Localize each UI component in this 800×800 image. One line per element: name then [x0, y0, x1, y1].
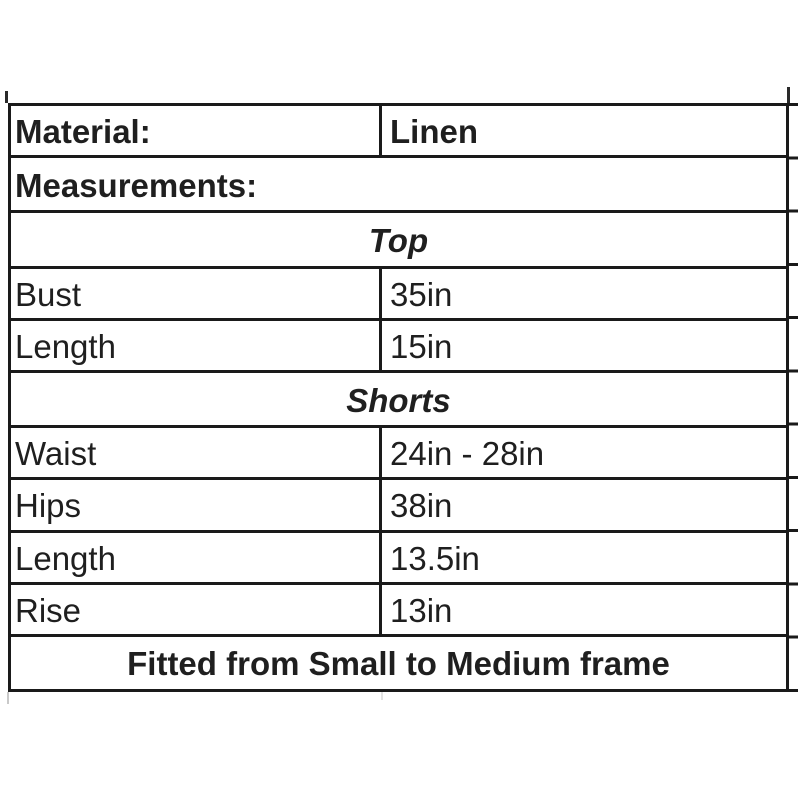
- row-shorts-section-header: [11, 373, 786, 428]
- gridline-tick-bottom-center: [381, 692, 383, 700]
- gridline-tick-bottom-left: [7, 692, 9, 704]
- row-waist: [11, 428, 786, 480]
- shorts-section-header-label: Shorts: [346, 381, 451, 419]
- shorts-length-label: Length: [11, 533, 382, 582]
- waist-label: Waist: [11, 428, 382, 477]
- bust-label: Bust: [11, 269, 382, 318]
- gridline-tick-top-right: [787, 87, 790, 103]
- row-material: [11, 106, 786, 158]
- row-top-section-header: [11, 213, 786, 268]
- top-length-value: 15in: [390, 327, 453, 365]
- measurements-header-label: Measurements:: [15, 166, 258, 204]
- row-measurements-header: [11, 158, 786, 213]
- rise-value: 13in: [390, 591, 453, 629]
- fit-note-label: Fitted from Small to Medium frame: [127, 645, 670, 683]
- row-hips: [11, 480, 786, 532]
- rise-label: Rise: [11, 585, 382, 634]
- bust-value: 35in: [390, 275, 453, 313]
- size-chart-table: [8, 103, 789, 692]
- top-section-header-label: Top: [368, 221, 429, 259]
- row-shorts-length: [11, 533, 786, 585]
- material-label: Material:: [11, 106, 382, 155]
- hips-label: Hips: [11, 480, 382, 529]
- shorts-length-value: 13.5in: [390, 539, 480, 577]
- row-rise: [11, 585, 786, 637]
- top-length-label: Length: [11, 321, 382, 370]
- material-value: Linen: [390, 113, 478, 151]
- gridline-overhangs: [789, 103, 798, 692]
- waist-value: 24in - 28in: [390, 435, 545, 473]
- row-fit-note: [11, 637, 786, 689]
- gridline-tick-top-left: [5, 91, 8, 103]
- hips-value: 38in: [390, 487, 453, 525]
- row-bust: [11, 269, 786, 321]
- row-top-length: [11, 321, 786, 373]
